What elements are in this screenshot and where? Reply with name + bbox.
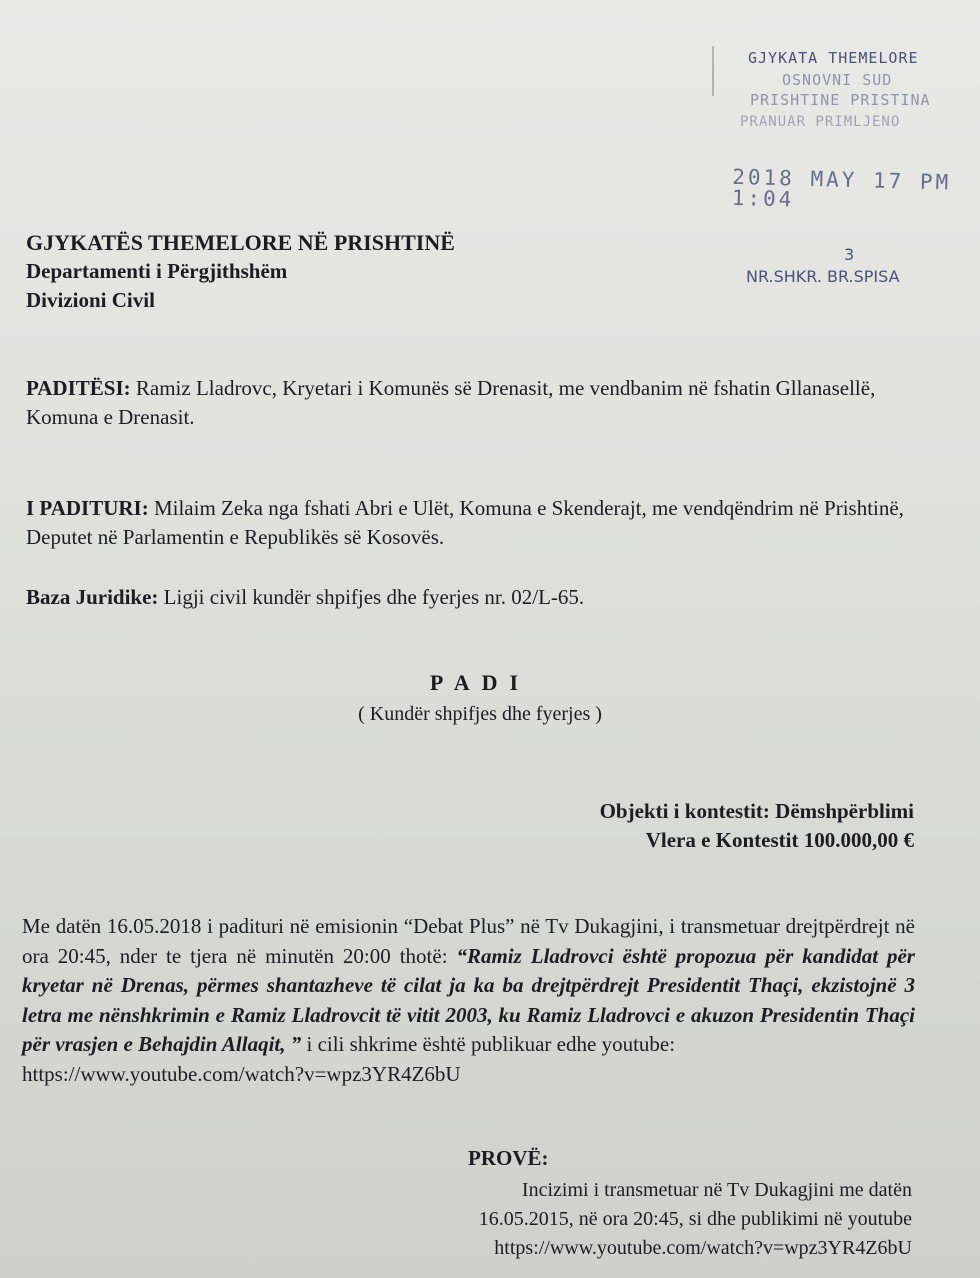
legal-basis-label: Baza Juridike: — [26, 585, 159, 609]
statement-quote: “Ramiz Lladrovci është propozua për kandidat për kryetar në Drenas, përmes shantazheve të cilat ja ka ba drejtpërdrejt Presidentit Thaçi, ekzistojnë 3 letra me nënshkrimin e Ramiz Lladrovcit të vitit 2003, ku Ramiz Lladrovci e akuzon Presidentin Thaçi për vrasjen e Behajdin Allaqit, ” — [22, 943, 915, 1056]
stamp-line-1: GJYKATA THEMELORE — [748, 49, 919, 67]
plaintiff-text: Ramiz Lladrovc, Kryetari i Komunës së Drenasit, me vendbanim në fshatin Gllanasellë, Komuna e Drenasit. — [26, 376, 876, 429]
defendant-text: Milaim Zeka nga fshati Abri e Ulët, Komuna e Skenderajt, me vendqëndrim në Prishtinë, Deputet në Parlamentin e Republikës së Kosovës. — [26, 496, 904, 549]
evidence-paragraph — [479, 1176, 912, 1263]
statement-outro: i cili shkrime është publikuar edhe youtube: — [301, 1032, 676, 1056]
stamp-datetime: 2018 MAY 17 PM 1:04 — [731, 164, 952, 212]
plaintiff-label: PADITËSI: — [26, 376, 131, 400]
court-division: Divizioni Civil — [26, 288, 155, 312]
lawsuit-title: PADI — [429, 670, 531, 695]
dispute-object: Objekti i kontestit: Dëmshpërblimi — [599, 799, 914, 823]
stamp-line-3: PRISHTINE PRISTINA — [750, 91, 931, 109]
stamp-register: NR.SHKR. BR.SPISA — [746, 267, 900, 286]
statement-paragraph — [22, 912, 915, 1089]
court-title: GJYKATËS THEMELORE NË PRISHTINË — [26, 230, 455, 255]
dispute-info — [600, 797, 914, 855]
defendant-paragraph — [26, 494, 926, 552]
lawsuit-subtitle: ( Kundër shpifjes dhe fyerjes ) — [358, 703, 602, 725]
evidence-line-1: Incizimi i transmetuar në Tv Dukagjini me datën — [521, 1179, 912, 1201]
legal-basis-paragraph — [26, 583, 584, 612]
stamp-line-4: PRANUAR PRIMLJENO — [740, 114, 901, 130]
stamp-number: 3 — [844, 245, 855, 264]
plaintiff-paragraph — [26, 374, 926, 432]
statement-intro: Me datën 16.05.2018 i padituri në emisionin “Debat Plus” në Tv Dukagjini, i transmetuar drejtpërdrejt në ora 20:45, nder te tjera në minutën 20:00 thotë: — [22, 914, 915, 968]
stamp-mark — [712, 46, 714, 96]
evidence-line-2: 16.05.2015, në ora 20:45, si dhe publikimi në youtube — [478, 1208, 912, 1230]
dispute-value: Vlera e Kontestit 100.000,00 € — [645, 828, 914, 852]
legal-basis-text: Ligji civil kundër shpifjes dhe fyerjes nr. 02/L-65. — [158, 585, 585, 609]
defendant-label: I PADITURI: — [26, 496, 149, 520]
statement-url: https://www.youtube.com/watch?v=wpz3YR4Z6bU — [22, 1061, 461, 1086]
stamp-line-2: OSNOVNI SUD — [782, 71, 893, 89]
evidence-url: https://www.youtube.com/watch?v=wpz3YR4Z6bU — [494, 1237, 912, 1259]
court-department: Departamenti i Përgjithshëm — [26, 259, 288, 283]
court-stamp — [731, 48, 972, 286]
evidence-title: PROVË: — [468, 1146, 549, 1170]
court-header — [26, 228, 455, 315]
